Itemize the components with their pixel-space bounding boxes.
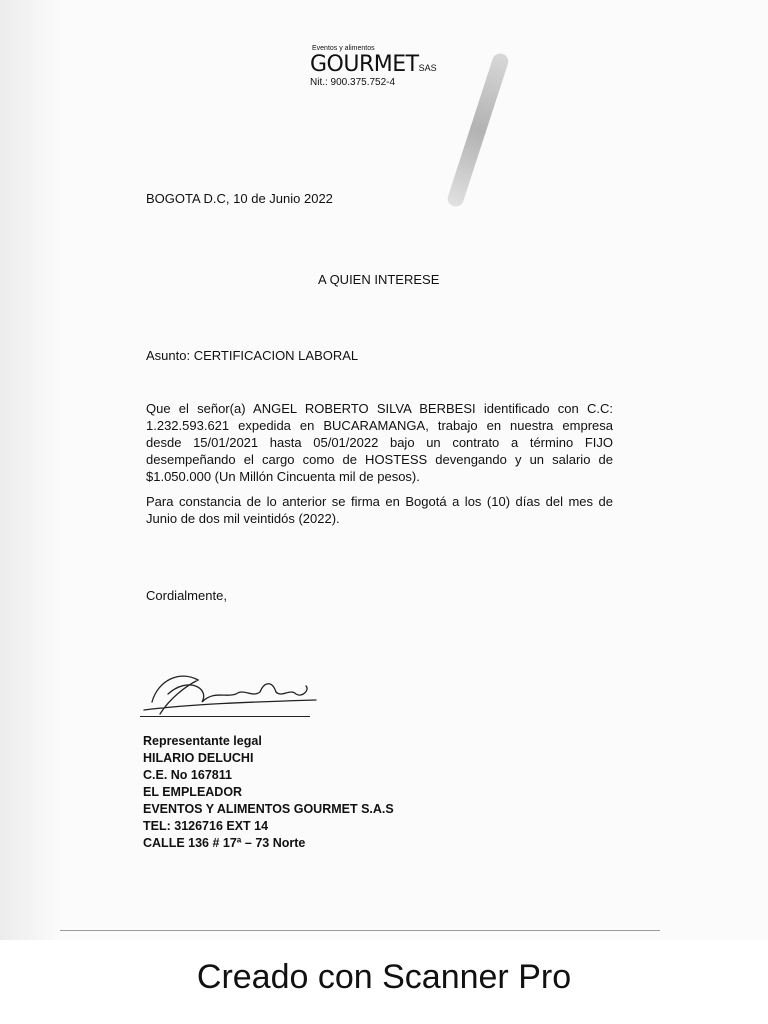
logo-wordmark [310, 53, 450, 77]
place-date: BOGOTA D.C, 10 de Junio 2022 [146, 191, 333, 206]
scan-smudge [446, 51, 511, 208]
closing: Cordialmente, [146, 588, 227, 603]
signature-line [140, 716, 310, 717]
salutation: A QUIEN INTERESE [318, 272, 440, 287]
handwritten-signature [140, 658, 320, 722]
company-logo [310, 44, 450, 89]
signer-title: EL EMPLEADOR [143, 785, 243, 799]
page-edge-line [60, 930, 660, 931]
signer-id: C.E. No 167811 [143, 768, 232, 782]
logo-word: GOURMET [310, 52, 419, 77]
logo-tagline: Eventos y alimentos [312, 45, 375, 52]
signer-company: EVENTOS Y ALIMENTOS GOURMET S.A.S [143, 802, 394, 816]
page-shadow [0, 0, 60, 940]
signer-name: HILARIO DELUCHI [143, 751, 254, 765]
signer-phone: TEL: 3126716 EXT 14 [143, 819, 269, 833]
logo-nit: Nit.: 900.375.752-4 [310, 77, 396, 88]
body-paragraph-2: Para constancia de lo anterior se firma en Bogotá a los (10) días del mes de Junio de dos mil veintidós (2022). [146, 494, 613, 526]
body-paragraph-1: Que el señor(a) ANGEL ROBERTO SILVA BERBESI identificado con C.C: 1.232.593.621 expedida en BUCARAMANGA, trabajo en nuestra empresa desde 15/01/2021 hasta 05/01/2022 bajo un contrato a término FIJO desempeñando el cargo como de HOSTESS devengando y un salario de $1.050.000 (Un Millón Cincuenta mil de pesos). [146, 401, 613, 484]
signer-role: Representante legal [143, 734, 262, 748]
subject-line: Asunto: CERTIFICACION LABORAL [146, 348, 359, 363]
signer-address: CALLE 136 # 17ª – 73 Norte [143, 836, 306, 850]
scanner-watermark: Creado con Scanner Pro [196, 958, 572, 996]
logo-suffix: SAS [418, 63, 437, 73]
